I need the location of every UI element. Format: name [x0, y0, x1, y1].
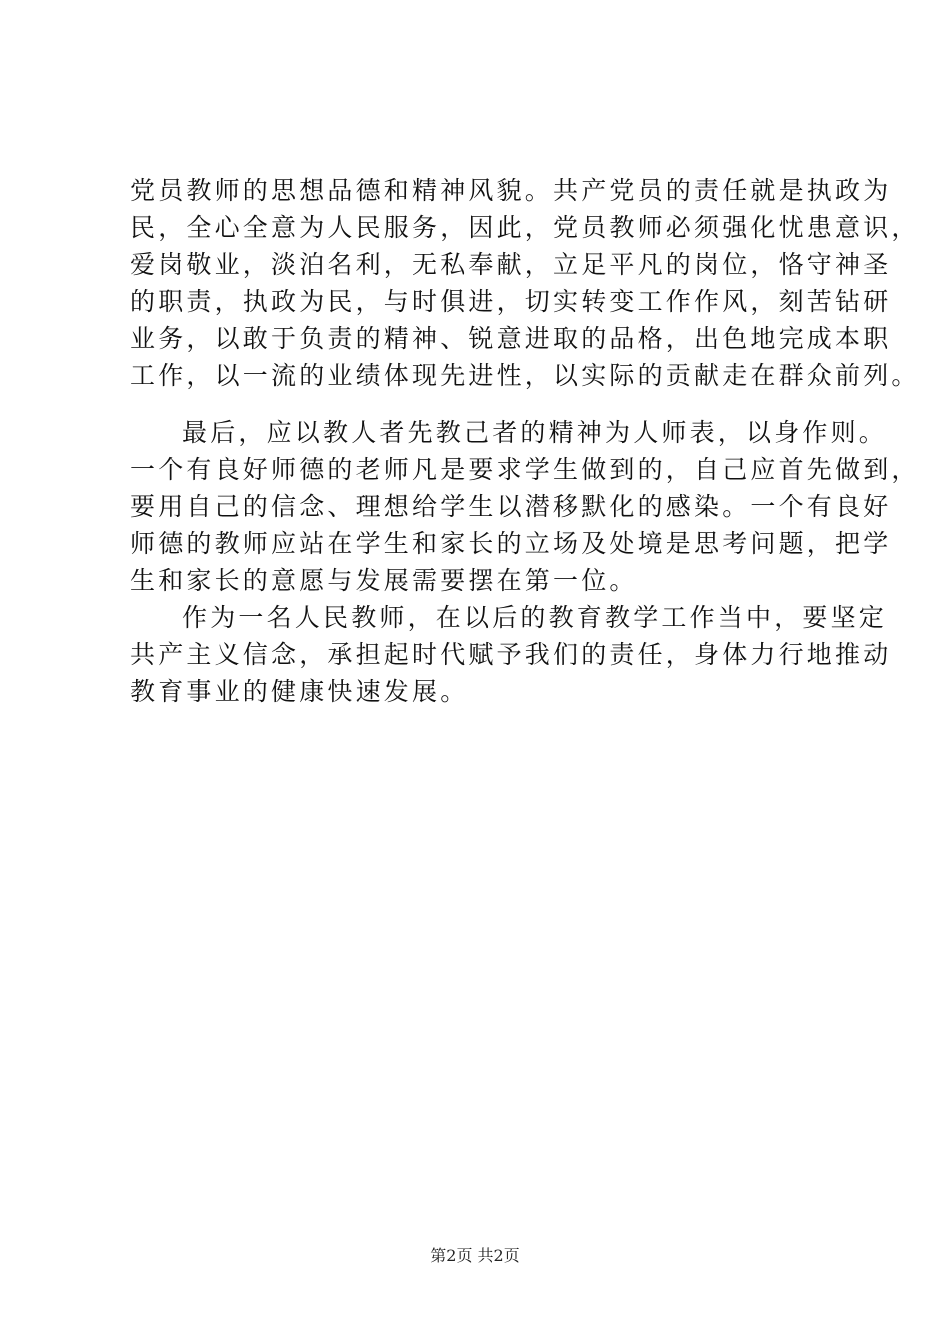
paragraph-line: 作为一名人民教师，在以后的教育教学工作当中，要坚定: [182, 603, 888, 632]
document-body: [130, 172, 920, 710]
page-footer: 第2页 共2页: [430, 1246, 520, 1265]
paragraph-line: 党员教师的思想品德和精神风貌。共产党员的责任就是执政为: [130, 176, 892, 205]
paragraph-line: 爱岗敬业，淡泊名利，无私奉献，立足平凡的岗位，恪守神圣: [130, 250, 892, 279]
paragraph-line: 生和家长的意愿与发展需要摆在第一位。: [130, 566, 638, 595]
paragraph-line: 的职责，执政为民，与时俱进，切实转变工作作风，刻苦钻研: [130, 287, 892, 316]
paragraph-line: 最后，应以教人者先教己者的精神为人师表，以身作则。: [182, 418, 888, 447]
paragraph-1: [130, 172, 920, 394]
paragraph-3: [130, 599, 892, 710]
paragraph-line: 业务，以敢于负责的精神、锐意进取的品格，出色地完成本职: [130, 324, 892, 353]
paragraph-line: 一个有良好师德的老师凡是要求学生做到的，自己应首先做到，: [130, 455, 920, 484]
paragraph-line: 共产主义信念，承担起时代赋予我们的责任，身体力行地推动: [130, 640, 892, 669]
paragraph-line: 工作，以一流的业绩体现先进性，以实际的贡献走在群众前列。: [130, 361, 920, 390]
paragraph-line: 民，全心全意为人民服务，因此，党员教师必须强化忧患意识，: [130, 213, 920, 242]
paragraph-2: [130, 414, 920, 599]
paragraph-line: 要用自己的信念、理想给学生以潜移默化的感染。一个有良好: [130, 492, 892, 521]
paragraph-line: 师德的教师应站在学生和家长的立场及处境是思考问题，把学: [130, 529, 892, 558]
paragraph-spacer: [130, 394, 840, 414]
paragraph-line: 教育事业的健康快速发展。: [130, 677, 469, 706]
